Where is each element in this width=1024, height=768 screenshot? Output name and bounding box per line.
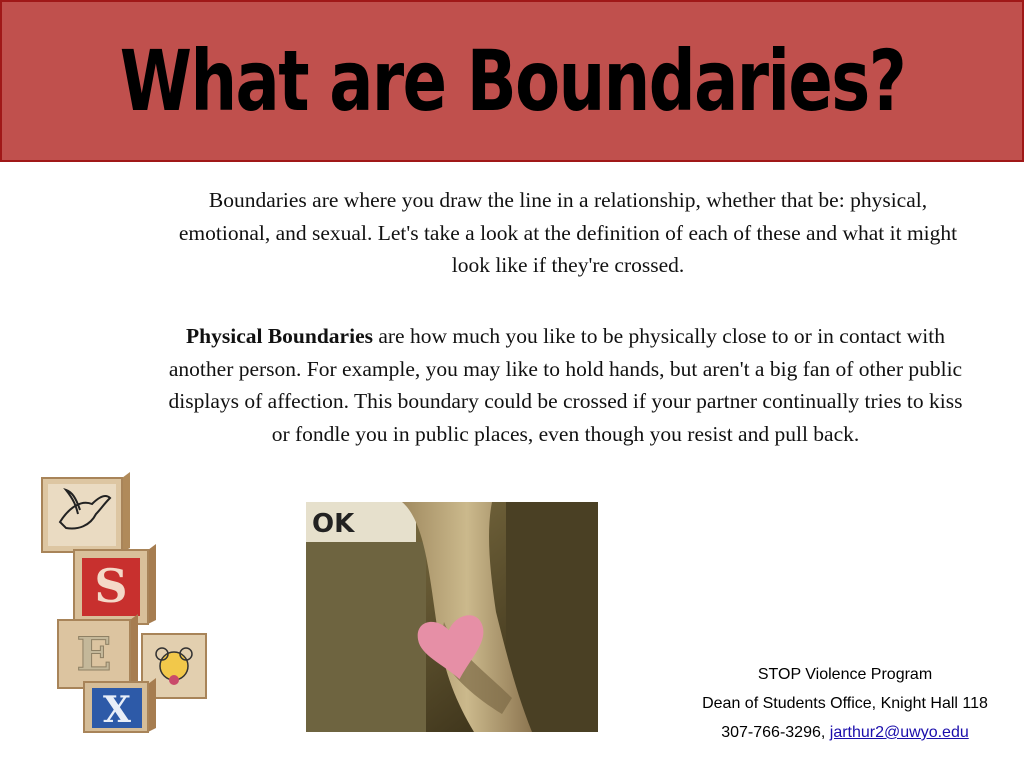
block-letter-s: S	[94, 559, 128, 613]
physical-boundaries-term: Physical Boundaries	[186, 324, 373, 348]
intro-paragraph: Boundaries are where you draw the line in a relationship, whether that be: physical, emotional, and sexual. Let's take a look at the definition of each of these and what it might look like if they're crossed.	[178, 188, 958, 277]
program-name: STOP Violence Program	[757, 666, 933, 683]
slide-title: What are Boundaries?	[119, 32, 905, 130]
office-address: Dean of Students Office, Knight Hall 118	[702, 695, 988, 712]
block-letter-x: X	[103, 689, 131, 731]
title-banner	[0, 0, 1024, 162]
contact-line	[670, 718, 1020, 747]
shirt-text: OK	[312, 509, 355, 539]
block-letter-e: E	[76, 627, 112, 681]
contact-footer	[670, 660, 1020, 747]
s-block	[74, 544, 156, 624]
email-link[interactable]: jarthur2@uwyo.edu	[829, 724, 969, 741]
phone-number: 307-766-3296,	[721, 724, 830, 741]
physical-boundaries-text: are how much you like to be physically close to or in contact with another person. For example, you may like to hold hands, but aren't a big fan of other public displays of affection. This boundary could be crossed if your partner continually tries to kiss or fondle you in public places, even though you resist and pull back.	[168, 324, 963, 446]
x-block	[84, 678, 156, 732]
e-block	[58, 614, 138, 688]
holding-hands-photo	[306, 502, 598, 732]
physical-boundaries-paragraph	[168, 320, 963, 450]
dove-block	[42, 472, 130, 552]
alphabet-blocks-image	[30, 470, 220, 735]
